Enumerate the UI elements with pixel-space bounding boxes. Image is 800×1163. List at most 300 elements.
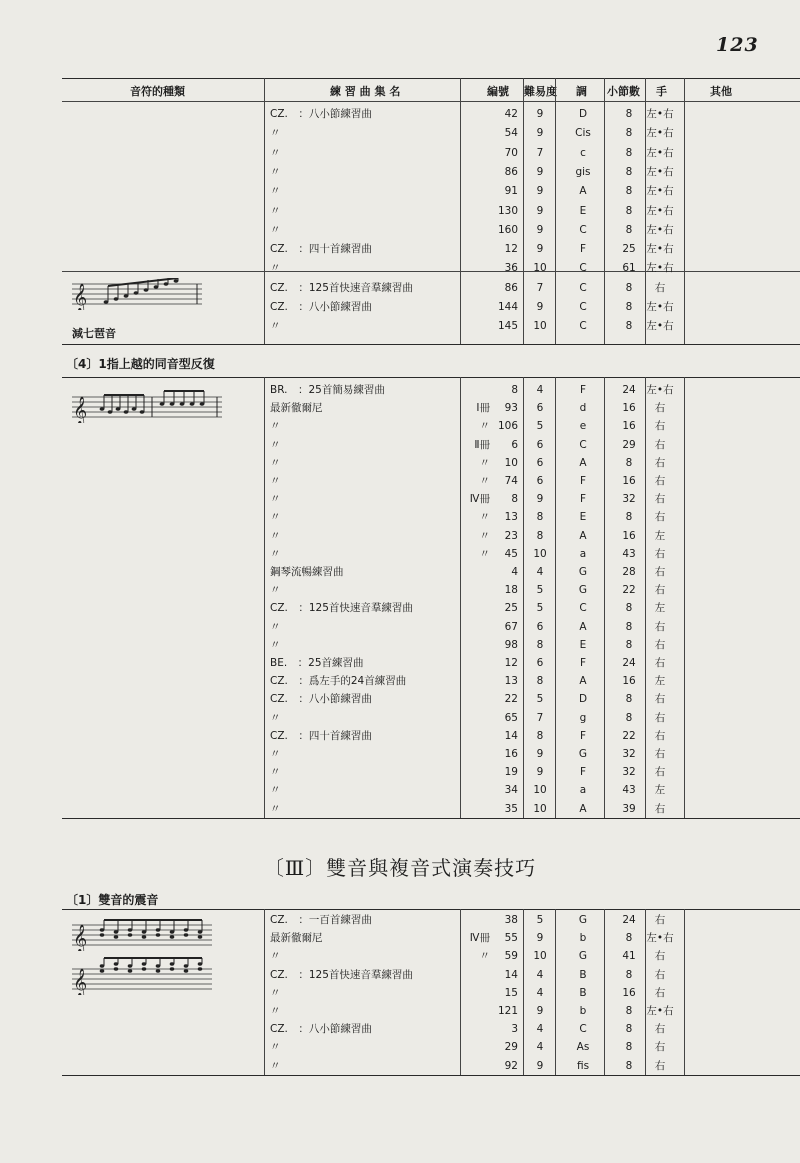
cell-key: b xyxy=(579,932,587,945)
table-row xyxy=(62,781,800,800)
header-collection: 練 習 曲 集 名 xyxy=(330,85,401,98)
cell-difficulty: 10 xyxy=(533,547,547,560)
table-row xyxy=(62,1002,800,1021)
table-row xyxy=(62,454,800,473)
cell-collection: 〃 xyxy=(270,1005,281,1017)
cell-key: a xyxy=(579,547,587,560)
cell-difficulty: 8 xyxy=(536,511,544,524)
table-row xyxy=(62,1038,800,1057)
cell-collection: 〃 xyxy=(270,638,281,651)
header-difficulty: 難易度 xyxy=(524,85,557,98)
cell-key: E xyxy=(579,511,587,524)
cell-number: 8 xyxy=(511,384,518,396)
cell-number: 29 xyxy=(504,1041,518,1054)
cell-key: F xyxy=(579,729,587,742)
cell-collection: BR. ：25首簡易練習曲 xyxy=(270,384,385,396)
cell-number: 38 xyxy=(504,914,518,926)
cell-key: G xyxy=(578,566,588,578)
cell-bars: 8 xyxy=(625,204,633,217)
cell-bars: 8 xyxy=(625,638,633,651)
cell-bars: 16 xyxy=(622,675,636,688)
cell-collection: CZ. ：四十首練習曲 xyxy=(270,243,372,256)
table-block-3 xyxy=(62,909,800,1075)
cell-number: 67 xyxy=(504,620,518,633)
cell-bars: 16 xyxy=(622,529,636,542)
cell-collection: CZ. ：爲左手的24首練習曲 xyxy=(270,675,407,688)
cell-number: 70 xyxy=(504,146,518,159)
cell-hand: 左•右 xyxy=(646,932,674,945)
cell-bars: 28 xyxy=(622,566,636,578)
table-row xyxy=(62,1020,800,1039)
cell-difficulty: 7 xyxy=(536,146,544,159)
cell-collection: CZ. ：125首快速音羣練習曲 xyxy=(270,602,413,615)
cell-key: D xyxy=(578,693,588,706)
cell-number: 145 xyxy=(497,320,518,333)
cell-number: 3 xyxy=(511,1023,518,1036)
cell-bars: 8 xyxy=(625,281,633,294)
cell-difficulty: 10 xyxy=(533,802,547,815)
cell-collection: CZ. ：八小節練習曲 xyxy=(270,108,372,120)
cell-collection: BE. ：25首練習曲 xyxy=(270,657,364,669)
cell-collection: 〃 xyxy=(270,986,281,999)
table-block-1 xyxy=(62,78,800,344)
cell-key: C xyxy=(579,602,587,615)
cell-bars: 16 xyxy=(622,420,636,433)
cell-bars: 8 xyxy=(625,320,633,333)
cell-collection: 鋼琴流暢練習曲 xyxy=(270,566,344,578)
cell-number: 36 xyxy=(504,262,518,275)
cell-hand: 右 xyxy=(654,950,666,963)
cell-hand: 右 xyxy=(654,511,666,524)
cell-key: gis xyxy=(575,165,591,178)
table-row xyxy=(62,599,800,618)
cell-difficulty: 5 xyxy=(536,914,544,926)
cell-volume: 〃 xyxy=(479,420,490,433)
cell-volume: 〃 xyxy=(479,529,490,542)
cell-difficulty: 9 xyxy=(536,766,544,779)
cell-hand: 右 xyxy=(654,968,666,981)
cell-number: 54 xyxy=(504,127,518,140)
cell-hand: 左•右 xyxy=(646,384,674,396)
table-row xyxy=(62,636,800,655)
cell-key: Cis xyxy=(575,127,591,140)
cell-difficulty: 9 xyxy=(536,932,544,945)
cell-number: 106 xyxy=(497,420,518,433)
cell-number: 74 xyxy=(504,475,518,487)
cell-key: g xyxy=(579,711,587,724)
cell-bars: 8 xyxy=(625,456,633,469)
cell-difficulty: 6 xyxy=(536,456,544,469)
header-hand: 手 xyxy=(656,85,667,98)
cell-key: A xyxy=(579,529,587,542)
table-row xyxy=(62,1057,800,1076)
cell-difficulty: 5 xyxy=(536,693,544,706)
cell-number: 91 xyxy=(504,185,518,198)
cell-volume: Ⅳ冊 xyxy=(469,493,490,506)
table-row xyxy=(62,709,800,728)
cell-hand: 右 xyxy=(654,638,666,651)
cell-difficulty: 8 xyxy=(536,529,544,542)
cell-collection: 〃 xyxy=(270,1041,281,1054)
cell-collection: 〃 xyxy=(270,475,281,487)
cell-key: G xyxy=(578,584,588,597)
cell-hand: 右 xyxy=(654,729,666,742)
cell-key: a xyxy=(579,784,587,797)
header-key: 調 xyxy=(576,85,587,98)
cell-volume: Ⅰ冊 xyxy=(476,402,490,415)
cell-hand: 右 xyxy=(654,1041,666,1054)
cell-bars: 22 xyxy=(622,584,636,597)
cell-difficulty: 6 xyxy=(536,657,544,669)
cell-number: 8 xyxy=(511,493,518,506)
cell-hand: 左•右 xyxy=(646,223,674,236)
cell-bars: 8 xyxy=(625,602,633,615)
svg-text:𝄞: 𝄞 xyxy=(73,283,88,310)
cell-collection: 〃 xyxy=(270,711,281,724)
cell-bars: 8 xyxy=(625,932,633,945)
table-row xyxy=(62,672,800,691)
cell-number: 93 xyxy=(504,402,518,415)
table-row xyxy=(62,163,800,182)
cell-hand: 左•右 xyxy=(646,320,674,333)
cell-number: 42 xyxy=(504,108,518,120)
cell-hand: 右 xyxy=(654,566,666,578)
cell-key: C xyxy=(579,1023,587,1036)
table-row xyxy=(62,144,800,163)
cell-difficulty: 5 xyxy=(536,420,544,433)
cell-bars: 32 xyxy=(622,493,636,506)
cell-key: E xyxy=(579,204,587,217)
header-type: 音符的種類 xyxy=(130,85,185,98)
cell-key: As xyxy=(576,1041,590,1054)
cell-collection: CZ. ：一百首練習曲 xyxy=(270,914,372,926)
cell-key: G xyxy=(578,950,588,963)
cell-difficulty: 9 xyxy=(536,301,544,313)
cell-number: 4 xyxy=(511,566,518,578)
cell-number: 13 xyxy=(504,675,518,688)
cell-difficulty: 4 xyxy=(536,968,544,981)
cell-difficulty: 6 xyxy=(536,438,544,451)
cell-key: F xyxy=(579,475,587,487)
cell-number: 160 xyxy=(497,223,518,236)
cell-collection: 〃 xyxy=(270,784,281,797)
table-block-2 xyxy=(62,377,800,818)
cell-volume: 〃 xyxy=(479,547,490,560)
cell-difficulty: 9 xyxy=(536,165,544,178)
cell-difficulty: 10 xyxy=(533,950,547,963)
cell-hand: 右 xyxy=(654,493,666,506)
cell-key: A xyxy=(579,456,587,469)
cell-key: F xyxy=(579,766,587,779)
cell-hand: 右 xyxy=(654,584,666,597)
cell-collection: 〃 xyxy=(270,165,281,178)
table-row xyxy=(62,182,800,201)
table-row xyxy=(62,690,800,709)
cell-number: 45 xyxy=(504,547,518,560)
table-row xyxy=(62,436,800,455)
cell-key: B xyxy=(579,968,587,981)
cell-difficulty: 4 xyxy=(536,1041,544,1054)
cell-key: G xyxy=(578,914,588,926)
cell-hand: 右 xyxy=(654,475,666,487)
cell-hand: 右 xyxy=(654,547,666,560)
cell-collection: 〃 xyxy=(270,620,281,633)
cell-hand: 右 xyxy=(654,420,666,433)
cell-difficulty: 9 xyxy=(536,127,544,140)
cell-difficulty: 5 xyxy=(536,602,544,615)
cell-key: E xyxy=(579,638,587,651)
cell-difficulty: 7 xyxy=(536,711,544,724)
cell-number: 12 xyxy=(504,657,518,669)
cell-key: C xyxy=(579,438,587,451)
page-number: 123 xyxy=(716,34,759,56)
cell-key: D xyxy=(578,108,588,120)
cell-bars: 43 xyxy=(622,784,636,797)
cell-bars: 8 xyxy=(625,127,633,140)
cell-bars: 16 xyxy=(622,475,636,487)
cell-collection: 〃 xyxy=(270,185,281,198)
cell-collection: 〃 xyxy=(270,584,281,597)
cell-collection: 〃 xyxy=(270,802,281,815)
cell-key: e xyxy=(579,420,587,433)
cell-hand: 左•右 xyxy=(646,301,674,313)
cell-key: fis xyxy=(576,1059,590,1072)
table-row xyxy=(62,800,800,819)
repeated-note-staff xyxy=(72,389,222,423)
table-row xyxy=(62,618,800,637)
cell-difficulty: 9 xyxy=(536,108,544,120)
cell-hand: 左•右 xyxy=(646,262,674,275)
cell-number: 86 xyxy=(504,165,518,178)
table-row xyxy=(62,527,800,546)
cell-collection: 〃 xyxy=(270,1059,281,1072)
cell-hand: 左 xyxy=(654,784,666,797)
cell-number: 18 xyxy=(504,584,518,597)
table-row xyxy=(62,472,800,491)
cell-difficulty: 9 xyxy=(536,185,544,198)
cell-bars: 8 xyxy=(625,1059,633,1072)
cell-difficulty: 4 xyxy=(536,986,544,999)
cell-number: 15 xyxy=(504,986,518,999)
cell-bars: 61 xyxy=(622,262,636,275)
cell-bars: 16 xyxy=(622,986,636,999)
cell-collection: 〃 xyxy=(270,493,281,506)
cell-bars: 8 xyxy=(625,146,633,159)
cell-difficulty: 6 xyxy=(536,475,544,487)
cell-volume: Ⅳ冊 xyxy=(469,932,490,945)
cell-collection: 〃 xyxy=(270,748,281,760)
cell-number: 144 xyxy=(497,301,518,313)
header-number: 編號 xyxy=(487,85,509,98)
cell-bars: 41 xyxy=(622,950,636,963)
cell-difficulty: 9 xyxy=(536,1005,544,1017)
cell-bars: 8 xyxy=(625,693,633,706)
cell-hand: 右 xyxy=(654,281,666,294)
cell-collection: 〃 xyxy=(270,320,281,333)
cell-bars: 22 xyxy=(622,729,636,742)
cell-hand: 右 xyxy=(654,766,666,779)
cell-hand: 左•右 xyxy=(646,108,674,120)
cell-hand: 左•右 xyxy=(646,243,674,256)
cell-bars: 8 xyxy=(625,1023,633,1036)
cell-key: A xyxy=(579,675,587,688)
cell-key: A xyxy=(579,620,587,633)
cell-collection: CZ. ：125首快速音羣練習曲 xyxy=(270,968,413,981)
table-row xyxy=(62,563,800,582)
cell-collection: 〃 xyxy=(270,146,281,159)
table-row xyxy=(62,508,800,527)
table-row xyxy=(62,545,800,564)
cell-bars: 8 xyxy=(625,1041,633,1054)
cell-key: C xyxy=(579,281,587,294)
cell-key: B xyxy=(579,986,587,999)
cell-bars: 32 xyxy=(622,748,636,760)
cell-volume: 〃 xyxy=(479,950,490,963)
table-row xyxy=(62,105,800,124)
cell-bars: 8 xyxy=(625,968,633,981)
cell-bars: 24 xyxy=(622,384,636,396)
cell-hand: 左•右 xyxy=(646,204,674,217)
cell-collection: 〃 xyxy=(270,456,281,469)
cell-number: 130 xyxy=(497,204,518,217)
cell-hand: 右 xyxy=(654,693,666,706)
table-row xyxy=(62,202,800,221)
cell-key: C xyxy=(579,320,587,333)
cell-hand: 右 xyxy=(654,438,666,451)
cell-number: 23 xyxy=(504,529,518,542)
cell-bars: 8 xyxy=(625,511,633,524)
cell-hand: 右 xyxy=(654,986,666,999)
table-row xyxy=(62,581,800,600)
cell-hand: 右 xyxy=(654,620,666,633)
cell-bars: 39 xyxy=(622,802,636,815)
cell-bars: 43 xyxy=(622,547,636,560)
section-1-title: 〔1〕雙音的震音 xyxy=(66,893,159,907)
cell-key: b xyxy=(579,1005,587,1017)
cell-key: F xyxy=(579,493,587,506)
table-row xyxy=(62,490,800,509)
cell-collection: 〃 xyxy=(270,420,281,433)
cell-collection: CZ. ：125首快速音羣練習曲 xyxy=(270,281,413,294)
cell-difficulty: 10 xyxy=(533,784,547,797)
double-tremolo-staff-2 xyxy=(72,957,212,995)
cell-key: F xyxy=(579,657,587,669)
cell-difficulty: 8 xyxy=(536,675,544,688)
cell-bars: 8 xyxy=(625,185,633,198)
table-row xyxy=(62,763,800,782)
cell-hand: 右 xyxy=(654,1023,666,1036)
cell-collection: CZ. ：四十首練習曲 xyxy=(270,729,372,742)
table-row xyxy=(62,654,800,673)
cell-hand: 右 xyxy=(654,802,666,815)
cell-bars: 8 xyxy=(625,620,633,633)
cell-collection: 〃 xyxy=(270,438,281,451)
cell-collection: 〃 xyxy=(270,204,281,217)
cell-number: 92 xyxy=(504,1059,518,1072)
header-other: 其他 xyxy=(710,85,732,98)
cell-collection: 〃 xyxy=(270,223,281,236)
table-row xyxy=(62,317,800,336)
cell-bars: 8 xyxy=(625,165,633,178)
cell-collection: 最新徹爾尼 xyxy=(270,932,323,945)
cell-difficulty: 6 xyxy=(536,402,544,415)
section-4-title: 〔4〕1指上越的同音型反復 xyxy=(66,357,215,371)
cell-number: 121 xyxy=(497,1005,518,1017)
table-row xyxy=(62,727,800,746)
cell-number: 65 xyxy=(504,711,518,724)
cell-key: C xyxy=(579,223,587,236)
table-row xyxy=(62,221,800,240)
cell-bars: 8 xyxy=(625,108,633,120)
dim-seventh-arpeggio-staff xyxy=(72,278,202,310)
cell-difficulty: 4 xyxy=(536,384,544,396)
cell-bars: 32 xyxy=(622,766,636,779)
cell-bars: 24 xyxy=(622,657,636,669)
cell-difficulty: 6 xyxy=(536,620,544,633)
cell-number: 25 xyxy=(504,602,518,615)
cell-difficulty: 9 xyxy=(536,243,544,256)
cell-volume: 〃 xyxy=(479,475,490,487)
cell-collection: 〃 xyxy=(270,950,281,963)
svg-text:𝄞: 𝄞 xyxy=(73,968,88,995)
double-tremolo-staff-1 xyxy=(72,917,212,951)
cell-number: 22 xyxy=(504,693,518,706)
cell-difficulty: 5 xyxy=(536,584,544,597)
cell-volume: 〃 xyxy=(479,511,490,524)
cell-number: 59 xyxy=(504,950,518,963)
cell-hand: 左•右 xyxy=(646,127,674,140)
cell-number: 6 xyxy=(511,438,518,451)
cell-number: 98 xyxy=(504,638,518,651)
cell-bars: 25 xyxy=(622,243,636,256)
cell-difficulty: 4 xyxy=(536,1023,544,1036)
cell-number: 14 xyxy=(504,968,518,981)
cell-hand: 右 xyxy=(654,456,666,469)
cell-bars: 8 xyxy=(625,301,633,313)
cell-key: A xyxy=(579,185,587,198)
cell-difficulty: 9 xyxy=(536,748,544,760)
header-bars: 小節數 xyxy=(607,85,640,98)
cell-volume: 〃 xyxy=(479,456,490,469)
chapter-title: 〔Ⅲ〕雙音與複音式演奏技巧 xyxy=(263,856,537,880)
cell-key: C xyxy=(579,301,587,313)
cell-number: 55 xyxy=(504,932,518,945)
cell-hand: 左•右 xyxy=(646,165,674,178)
cell-difficulty: 8 xyxy=(536,729,544,742)
cell-collection: 〃 xyxy=(270,547,281,560)
cell-collection: CZ. ：八小節練習曲 xyxy=(270,301,372,313)
cell-bars: 29 xyxy=(622,438,636,451)
cell-difficulty: 8 xyxy=(536,638,544,651)
cell-bars: 8 xyxy=(625,711,633,724)
svg-text:𝄞: 𝄞 xyxy=(73,396,88,423)
cell-collection: 〃 xyxy=(270,127,281,140)
cell-volume: Ⅱ冊 xyxy=(474,438,490,451)
cell-number: 19 xyxy=(504,766,518,779)
svg-text:𝄞: 𝄞 xyxy=(73,924,88,951)
cell-difficulty: 10 xyxy=(533,320,547,333)
cell-hand: 右 xyxy=(654,748,666,760)
cell-difficulty: 9 xyxy=(536,204,544,217)
cell-difficulty: 9 xyxy=(536,1059,544,1072)
cell-difficulty: 9 xyxy=(536,493,544,506)
cell-number: 16 xyxy=(504,748,518,760)
cell-collection: CZ. ：八小節練習曲 xyxy=(270,1023,372,1036)
cell-number: 86 xyxy=(504,281,518,294)
cell-bars: 8 xyxy=(625,223,633,236)
cell-number: 13 xyxy=(504,511,518,524)
cell-difficulty: 9 xyxy=(536,223,544,236)
